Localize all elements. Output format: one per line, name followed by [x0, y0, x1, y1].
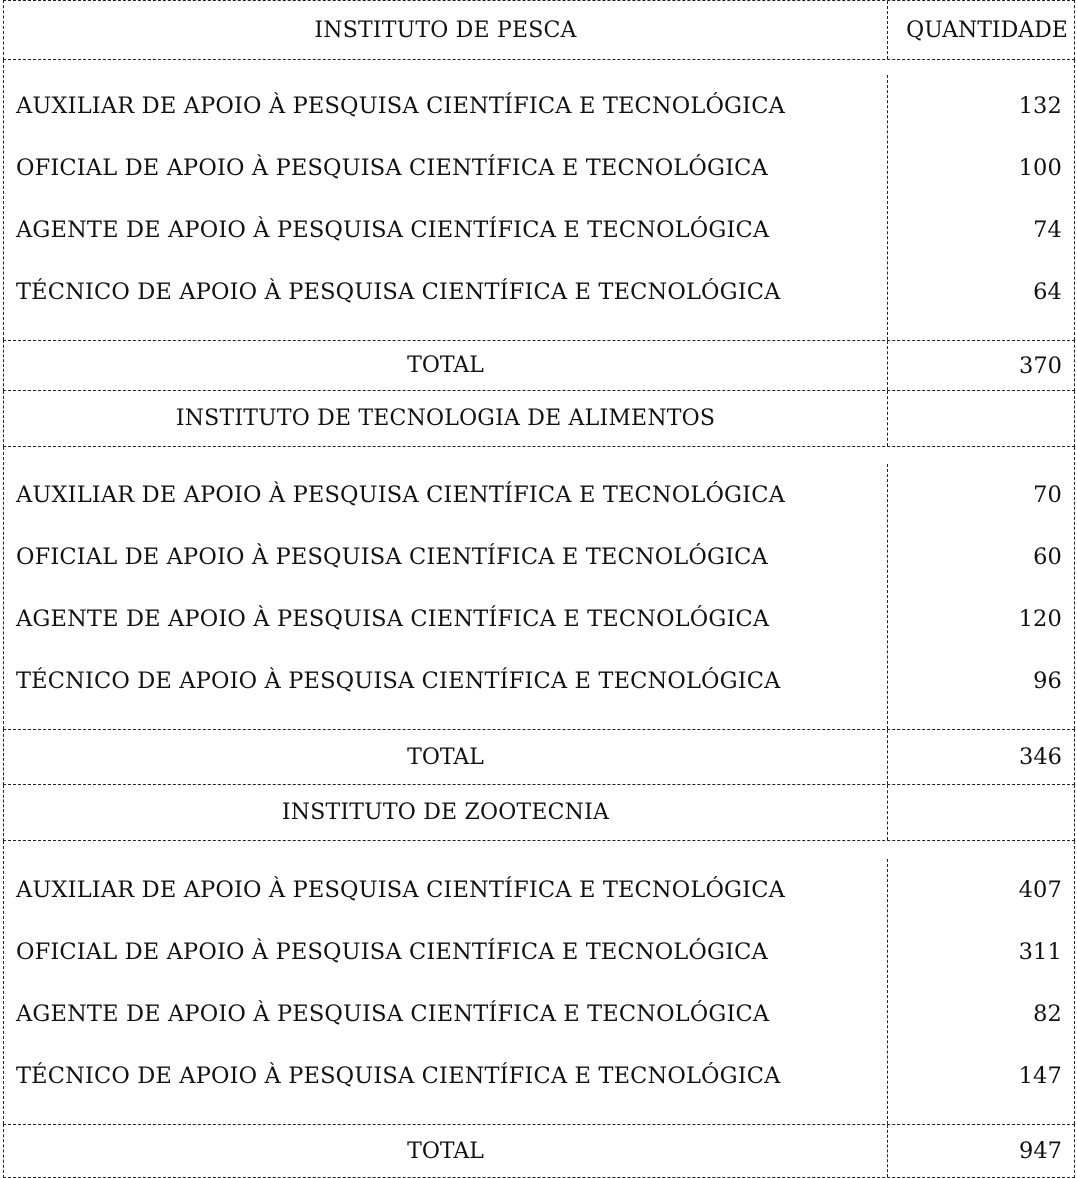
table-row-label: AUXILIAR DE APOIO À PESQUISA CIENTÍFICA E TECNOLÓGICA — [16, 482, 785, 508]
total-label-cell — [4, 341, 888, 390]
total-value: 346 — [1019, 744, 1062, 770]
group-heading-cell — [4, 391, 888, 446]
group-heading-alimentos — [3, 391, 1075, 447]
quantity-table — [3, 0, 1075, 1178]
table-row-label: TÉCNICO DE APOIO À PESQUISA CIENTÍFICA E TECNOLÓGICA — [16, 1063, 781, 1089]
table-row-quantity: 96 — [1033, 668, 1062, 694]
table-row-quantity: 132 — [1018, 93, 1062, 119]
table-row-label: TÉCNICO DE APOIO À PESQUISA CIENTÍFICA E TECNOLÓGICA — [16, 279, 781, 305]
table-row-label: AGENTE DE APOIO À PESQUISA CIENTÍFICA E TECNOLÓGICA — [16, 217, 770, 243]
table-row-label: AUXILIAR DE APOIO À PESQUISA CIENTÍFICA E TECNOLÓGICA — [16, 93, 785, 119]
table-row-quantity: 70 — [1033, 482, 1062, 508]
group-body-zootecnia — [3, 841, 1075, 1124]
total-value-cell — [888, 730, 1074, 784]
table-row-quantity: 120 — [1018, 606, 1062, 632]
group-items-quantities — [888, 464, 1074, 729]
table-row-quantity: 100 — [1018, 155, 1062, 181]
group-heading-label: INSTITUTO DE ZOOTECNIA — [281, 800, 610, 825]
table-row-quantity: 60 — [1033, 544, 1062, 570]
group-items-quantities — [888, 75, 1074, 340]
total-label: TOTAL — [407, 744, 484, 770]
table-row-label: AUXILIAR DE APOIO À PESQUISA CIENTÍFICA E TECNOLÓGICA — [16, 877, 785, 903]
total-value: 370 — [1019, 352, 1062, 379]
group-heading-zootecnia — [3, 785, 1075, 841]
table-row-quantity: 147 — [1018, 1063, 1062, 1089]
group-items-labels — [4, 464, 888, 729]
total-value-cell — [888, 1125, 1074, 1177]
group-items-quantities — [888, 859, 1074, 1124]
group-heading-empty-cell — [888, 391, 1074, 446]
header-quantity-label: QUANTIDADE — [906, 17, 1068, 43]
table-row-label: AGENTE DE APOIO À PESQUISA CIENTÍFICA E TECNOLÓGICA — [16, 1001, 770, 1027]
total-row-pesca — [3, 340, 1075, 391]
group-body-alimentos — [3, 447, 1075, 729]
total-label: TOTAL — [407, 1138, 484, 1164]
table-row-label: OFICIAL DE APOIO À PESQUISA CIENTÍFICA E TECNOLÓGICA — [16, 939, 768, 965]
total-label-cell — [4, 1125, 888, 1177]
total-value-cell — [888, 341, 1074, 390]
header-institute-label: INSTITUTO DE PESCA — [314, 17, 577, 43]
table-row-quantity: 64 — [1033, 279, 1062, 305]
group-heading-label: INSTITUTO DE TECNOLOGIA DE ALIMENTOS — [175, 406, 716, 431]
table-row-quantity: 407 — [1018, 877, 1062, 903]
total-row-zootecnia — [3, 1124, 1075, 1178]
group-body-pesca — [3, 60, 1075, 340]
table-row-quantity: 82 — [1033, 1001, 1062, 1027]
header-cell-institute — [4, 1, 888, 59]
total-label-cell — [4, 730, 888, 784]
total-value: 947 — [1019, 1138, 1062, 1164]
group-items-labels — [4, 859, 888, 1124]
group-heading-cell — [4, 785, 888, 840]
group-heading-empty-cell — [888, 785, 1074, 840]
table-row-label: OFICIAL DE APOIO À PESQUISA CIENTÍFICA E TECNOLÓGICA — [16, 155, 768, 181]
table-row-label: OFICIAL DE APOIO À PESQUISA CIENTÍFICA E TECNOLÓGICA — [16, 544, 768, 570]
table-header-row — [3, 0, 1075, 60]
total-label: TOTAL — [407, 353, 484, 378]
total-row-alimentos — [3, 729, 1075, 785]
table-row-label: AGENTE DE APOIO À PESQUISA CIENTÍFICA E TECNOLÓGICA — [16, 606, 770, 632]
group-items-labels — [4, 75, 888, 340]
table-row-quantity: 74 — [1033, 217, 1062, 243]
table-row-label: TÉCNICO DE APOIO À PESQUISA CIENTÍFICA E TECNOLÓGICA — [16, 668, 781, 694]
table-row-quantity: 311 — [1018, 939, 1062, 965]
header-cell-quantity — [888, 1, 1074, 59]
